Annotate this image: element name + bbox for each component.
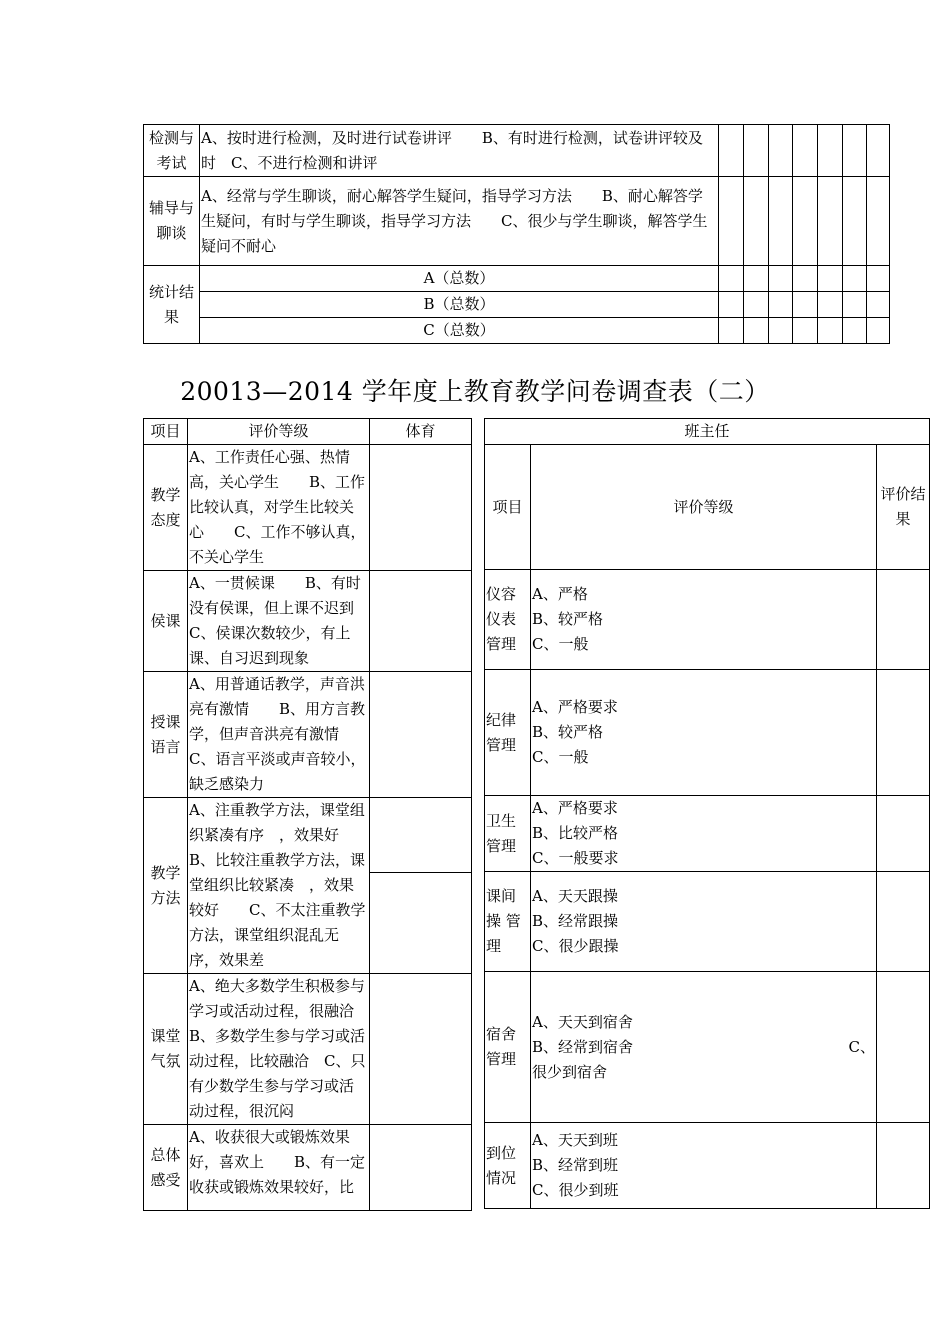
grade-cell[interactable] bbox=[769, 292, 793, 318]
row-label-attitude: 教学态度 bbox=[144, 445, 188, 571]
row-content-attitude: A、工作责任心强、热情高，关心学生 B、工作比较认真，对学生比较关心 C、工作不够认真，不关心学生 bbox=[188, 445, 370, 571]
grade-cell[interactable] bbox=[843, 177, 867, 266]
option-b bbox=[532, 1035, 875, 1060]
homeroom-evaluation-table bbox=[484, 418, 930, 1209]
grade-cell[interactable] bbox=[744, 125, 769, 177]
grade-cell[interactable] bbox=[818, 177, 843, 266]
grade-cell[interactable] bbox=[818, 292, 843, 318]
option-a: A、严格 bbox=[532, 585, 588, 603]
row-label-method: 教学方法 bbox=[144, 798, 188, 974]
option-a: A、严格要求 bbox=[532, 698, 618, 716]
grade-cell[interactable] bbox=[793, 177, 818, 266]
option-b: B、较严格 bbox=[532, 610, 604, 628]
result-cell[interactable] bbox=[877, 670, 930, 796]
row-options-discipline bbox=[531, 670, 877, 796]
grade-cell[interactable] bbox=[867, 292, 890, 318]
row-content-atmosphere: A、绝大多数学生积极参与学习或活动过程，很融洽 B、多数学生参与学习或活动过程，比较融洽 C、只有少数学生参与学习或活动过程，很沉闷 bbox=[188, 974, 370, 1125]
grade-cell[interactable] bbox=[719, 177, 744, 266]
row-content-overall: A、收获很大或锻炼效果好，喜欢上 B、有一定收获或锻炼效果较好，比 bbox=[188, 1125, 370, 1211]
header-item: 项目 bbox=[144, 419, 188, 445]
option-a: A、严格要求 bbox=[532, 799, 618, 817]
grade-cell[interactable] bbox=[867, 266, 890, 292]
page-title: 20013—2014 学年度上教育教学问卷调查表（二） bbox=[180, 377, 770, 406]
grade-cell[interactable] bbox=[769, 266, 793, 292]
subheader-result: 评价结果 bbox=[877, 445, 930, 570]
header-grade: 评价等级 bbox=[188, 419, 370, 445]
grade-cell[interactable] bbox=[744, 292, 769, 318]
grade-cell[interactable] bbox=[719, 266, 744, 292]
result-cell[interactable] bbox=[877, 972, 930, 1123]
grade-cell[interactable] bbox=[818, 125, 843, 177]
row-label-hygiene: 卫生管理 bbox=[485, 796, 531, 872]
row-content-method: A、注重教学方法，课堂组织紧凑有序 ，效果好 B、比较注重教学方法，课堂组织比较紧凑 ，效果较好 C、不太注重教学方法，课堂组织混乱无序，效果差 bbox=[188, 798, 370, 974]
row-label-testing: 检测与考试 bbox=[144, 125, 200, 177]
row-label-overall: 总体感受 bbox=[144, 1125, 188, 1211]
grade-cell[interactable] bbox=[867, 125, 890, 177]
option-c: 很少到宿舍 bbox=[532, 1062, 608, 1081]
grade-cell[interactable] bbox=[793, 266, 818, 292]
pe-grade-cell[interactable] bbox=[370, 1125, 472, 1211]
option-c: C、一般 bbox=[532, 748, 589, 766]
option-b: B、经常跟操 bbox=[532, 912, 619, 930]
grade-cell[interactable] bbox=[719, 125, 744, 177]
row-label-appearance: 仪容仪表管理 bbox=[485, 570, 531, 670]
grade-cell[interactable] bbox=[843, 292, 867, 318]
grade-cell[interactable] bbox=[843, 125, 867, 177]
row-content-language: A、用普通话教学，声音洪亮有激情 B、用方言教学，但声音洪亮有激情 C、语言平淡或声音较小，缺乏感染力 bbox=[188, 672, 370, 798]
summary-label: 统计结果 bbox=[144, 266, 200, 344]
row-options-hygiene bbox=[531, 796, 877, 872]
pe-grade-cell[interactable] bbox=[370, 798, 472, 873]
option-a: A、天天到班 bbox=[532, 1131, 618, 1149]
pe-grade-cell[interactable] bbox=[370, 445, 472, 571]
grade-cell[interactable] bbox=[744, 177, 769, 266]
subheader-item: 项目 bbox=[485, 445, 531, 570]
row-label-atmosphere: 课堂气氛 bbox=[144, 974, 188, 1125]
summary-row-c: C（总数） bbox=[200, 318, 719, 344]
pe-grade-cell[interactable] bbox=[370, 672, 472, 798]
grade-cell[interactable] bbox=[769, 177, 793, 266]
top-evaluation-table bbox=[143, 124, 890, 344]
grade-cell[interactable] bbox=[744, 266, 769, 292]
summary-row-b: B（总数） bbox=[200, 292, 719, 318]
row-label-tutoring: 辅导与聊谈 bbox=[144, 177, 200, 266]
option-c: C、一般 bbox=[532, 635, 589, 653]
row-content-tutoring: A、经常与学生聊谈，耐心解答学生疑问，指导学习方法 B、耐心解答学生疑问，有时与学生聊谈，指导学习方法 C、很少与学生聊谈，解答学生疑问不耐心 bbox=[200, 177, 719, 266]
row-label-discipline: 纪律管理 bbox=[485, 670, 531, 796]
grade-cell[interactable] bbox=[843, 318, 867, 344]
row-label-attendance: 到位情况 bbox=[485, 1123, 531, 1209]
result-cell[interactable] bbox=[877, 872, 930, 972]
pe-grade-cell[interactable] bbox=[370, 571, 472, 672]
option-c: C、一般要求 bbox=[532, 849, 619, 867]
row-options-dormitory bbox=[531, 972, 877, 1123]
pe-evaluation-table bbox=[143, 418, 472, 1211]
row-content-waiting: A、一贯候课 B、有时没有侯课，但上课不迟到 C、侯课次数较少，有上课、自习迟到现象 bbox=[188, 571, 370, 672]
summary-row-a: A（总数） bbox=[200, 266, 719, 292]
grade-cell[interactable] bbox=[818, 318, 843, 344]
grade-cell[interactable] bbox=[719, 318, 744, 344]
pe-grade-cell[interactable] bbox=[370, 974, 472, 1125]
row-label-waiting: 侯课 bbox=[144, 571, 188, 672]
grade-cell[interactable] bbox=[769, 125, 793, 177]
grade-cell[interactable] bbox=[719, 292, 744, 318]
grade-cell[interactable] bbox=[867, 318, 890, 344]
grade-cell[interactable] bbox=[793, 125, 818, 177]
option-a: A、天天跟操 bbox=[532, 887, 618, 905]
header-subject-pe: 体育 bbox=[370, 419, 472, 445]
row-options-appearance bbox=[531, 570, 877, 670]
pe-grade-cell[interactable] bbox=[370, 872, 472, 973]
row-options-exercise bbox=[531, 872, 877, 972]
option-b: B、比较严格 bbox=[532, 824, 619, 842]
option-b: B、经常到班 bbox=[532, 1156, 619, 1174]
grade-cell[interactable] bbox=[793, 318, 818, 344]
result-cell[interactable] bbox=[877, 570, 930, 670]
row-label-language: 授课语言 bbox=[144, 672, 188, 798]
subheader-grade: 评价等级 bbox=[531, 445, 877, 570]
grade-cell[interactable] bbox=[867, 177, 890, 266]
row-label-dormitory: 宿舍管理 bbox=[485, 972, 531, 1123]
option-c: C、很少跟操 bbox=[532, 937, 619, 955]
option-a: A、天天到宿舍 bbox=[532, 1012, 633, 1031]
header-homeroom: 班主任 bbox=[485, 419, 930, 445]
result-cell[interactable] bbox=[877, 796, 930, 872]
option-b-text: B、经常到宿舍 bbox=[532, 1037, 634, 1056]
row-options-attendance bbox=[531, 1123, 877, 1209]
grade-cell[interactable] bbox=[818, 266, 843, 292]
row-content-testing: A、按时进行检测，及时进行试卷讲评 B、有时进行检测，试卷讲评较及时 C、不进行检测和讲评 bbox=[200, 125, 719, 177]
grade-cell[interactable] bbox=[744, 318, 769, 344]
grade-cell[interactable] bbox=[769, 318, 793, 344]
option-c-prefix: C、 bbox=[848, 1037, 875, 1056]
row-label-exercise: 课间操 管理 bbox=[485, 872, 531, 972]
grade-cell[interactable] bbox=[843, 266, 867, 292]
grade-cell[interactable] bbox=[793, 292, 818, 318]
option-c: C、很少到班 bbox=[532, 1181, 619, 1199]
option-b: B、较严格 bbox=[532, 723, 604, 741]
result-cell[interactable] bbox=[877, 1123, 930, 1209]
